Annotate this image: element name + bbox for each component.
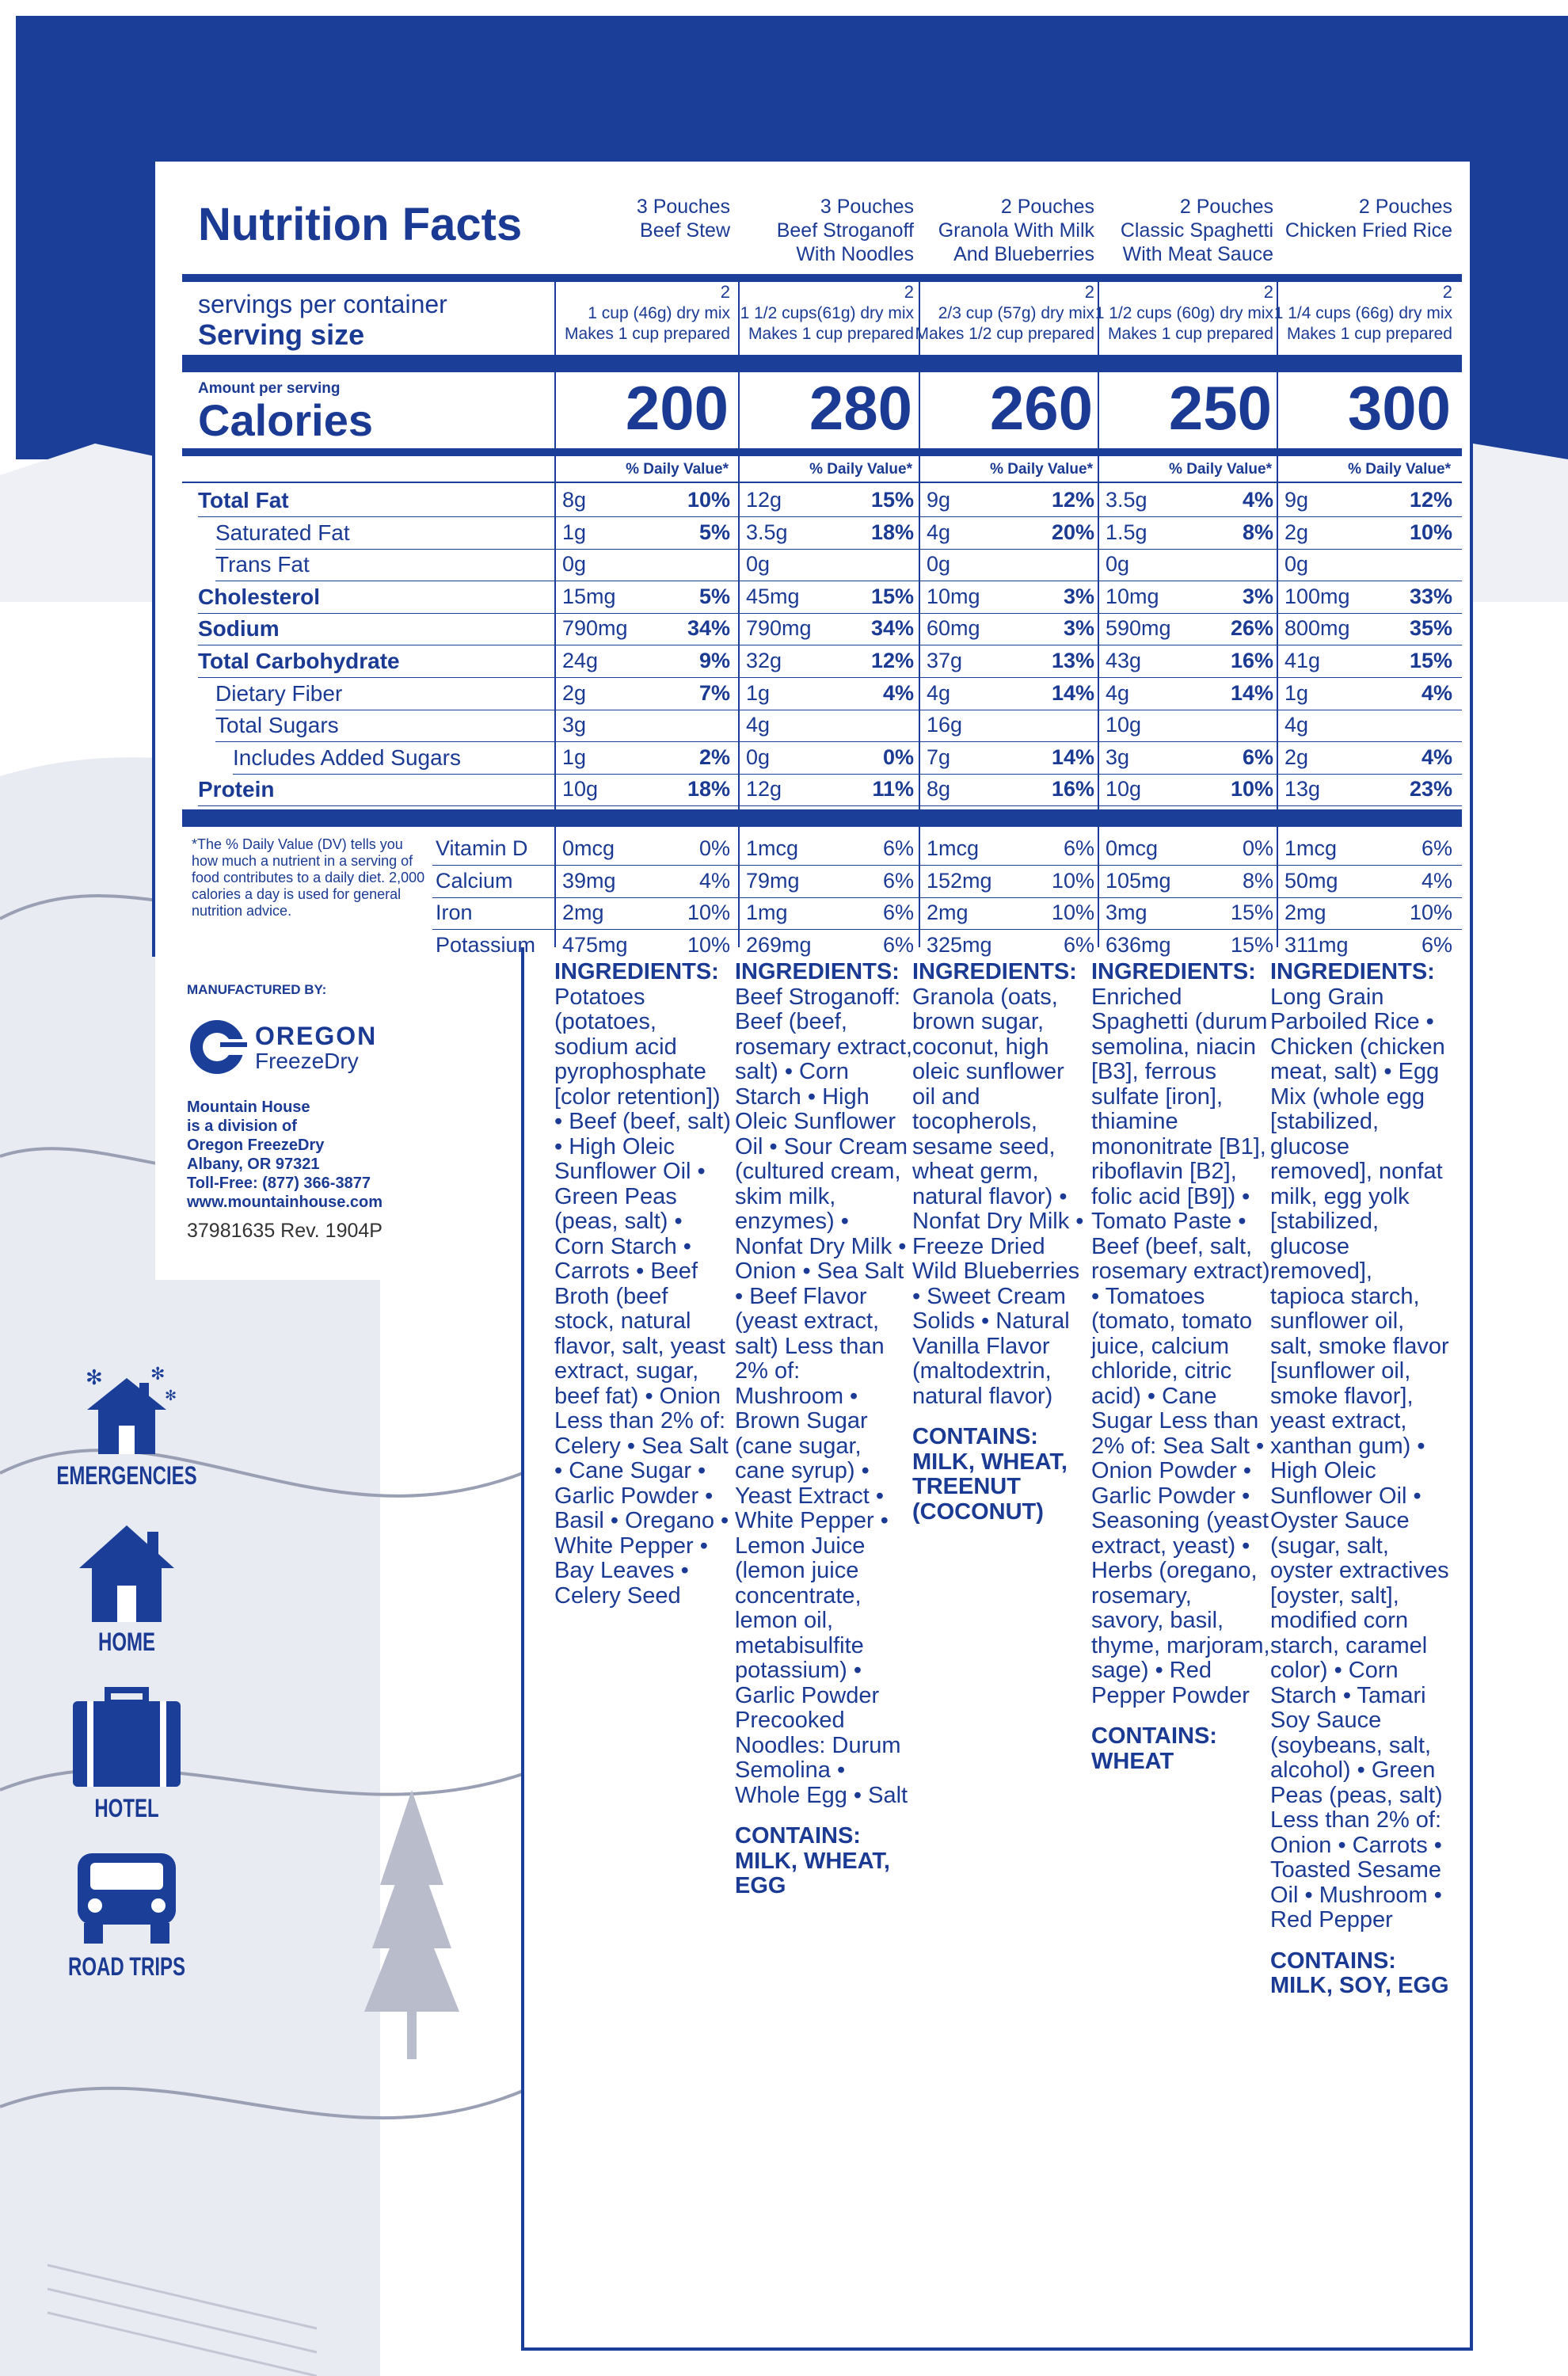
nutrient-amount: 13g	[1284, 777, 1321, 802]
emergencies-label: EMERGENCIES	[56, 1461, 197, 1490]
nutrient-percent: 11%	[872, 777, 914, 802]
spacer	[912, 1409, 1091, 1425]
product-pouches: 3 Pouches	[636, 196, 730, 218]
vitamin-percent: 10%	[687, 901, 730, 924]
vitamin-line	[432, 929, 1462, 930]
nutrient-amount: 0g	[927, 552, 951, 577]
nutrient-percent: 7%	[698, 680, 730, 705]
road-trips-badge	[32, 1845, 222, 1982]
calories-value: 260	[989, 373, 1093, 443]
manufacturer-line: Mountain House	[187, 1099, 310, 1116]
title-bar	[182, 274, 1462, 282]
product-pouches: 3 Pouches	[820, 196, 914, 218]
spacer	[1091, 1708, 1270, 1724]
serving-size-prepared: Makes 1 cup prepared	[1287, 325, 1452, 343]
vitamin-percent: 10%	[1051, 868, 1094, 893]
spacer	[735, 1808, 914, 1824]
ingredients-column	[1091, 960, 1270, 1774]
vitamin-amount: 311mg	[1284, 932, 1349, 957]
nutrition-facts-table	[182, 179, 1462, 957]
nutrient-amount: 790mg	[746, 616, 812, 641]
hotel-badge	[32, 1687, 222, 1823]
nutrient-amount: 43g	[1106, 649, 1142, 672]
vitamin-percent: 0%	[698, 836, 730, 860]
spacer	[1270, 1933, 1449, 1949]
nutrient-amount: 10mg	[1106, 584, 1159, 608]
ingredients-text: Granola (oats, brown sugar, coconut, high oleic sunflower oil and tocopherols, sesame seed, wheat germ, natural flavor) • Nonfat Dry Milk • Freeze Dried Wild Blueberries • Sweet Cream Solids • Natural Vanilla Flavor (maltodextrin, natural flavor)	[912, 984, 1084, 1409]
nutrient-percent: 12%	[1051, 488, 1094, 512]
row-line	[233, 774, 1462, 775]
daily-value-header: % Daily Value*	[626, 461, 729, 478]
servings-count: 2	[904, 282, 914, 302]
nutrient-amount: 800mg	[1284, 616, 1350, 641]
nutrient-percent: 23%	[1409, 777, 1452, 802]
calories-value: 280	[809, 373, 912, 443]
vitamin-percent: 6%	[882, 868, 914, 893]
ingredients-text: Long Grain Parboiled Rice • Chicken (chicken meat, salt) • Egg Mix (whole egg [stabilized, glucose removed], nonfat milk, egg yolk [stabilized, glucose removed], tapioca starch, sunflower oil, salt, smoke flavor [sunflower oil, smoke flavor], yeast extract, xanthan gum) • High Oleic Sunflower Oil • Oyster Sauce (sugar, salt, oyster extractives [oyster, salt], modified corn starch, caramel color) • Corn Starch • Tamari Soy Sauce (soybeans, salt, alcohol) • Green Peas (peas, salt) Less than 2% of: Onion • Carrots • Toasted Sesame Oil • Mushroom • Red Pepper	[1270, 984, 1449, 1932]
serving-size-dry: 1 cup (46g) dry mix	[588, 304, 730, 322]
nutrient-percent: 4%	[1421, 744, 1452, 769]
nutrient-amount: 0g	[746, 552, 771, 577]
nutrient-percent: 34%	[687, 616, 730, 641]
vitamin-amount: 105mg	[1106, 868, 1171, 893]
nutrient-amount: 41g	[1284, 649, 1321, 672]
nutrient-percent: 10%	[687, 488, 730, 512]
product-name: Beef Stew	[640, 219, 730, 242]
product-header	[920, 195, 1094, 266]
nutrient-percent: 0%	[882, 744, 914, 769]
nutrient-percent: 3%	[1242, 584, 1273, 608]
nutrient-percent: 20%	[1051, 520, 1094, 544]
row-line	[198, 516, 1462, 517]
nutrient-amount: 2g	[1284, 744, 1309, 769]
nutrient-amount: 24g	[562, 649, 599, 672]
vitamin-amount: 152mg	[927, 868, 992, 893]
vitamin-amount: 325mg	[927, 932, 992, 957]
contains-label: CONTAINS:	[1091, 1723, 1217, 1749]
calories-bar	[182, 448, 1462, 456]
spacer	[554, 1609, 733, 1624]
nutrient-percent: 16%	[1051, 777, 1094, 802]
ingredients-text: Enriched Spaghetti (durum semolina, niacin [B3], ferrous sulfate [iron], thiamine mononitrate [B1], riboflavin [B2], folic acid [B9]) • Tomato Paste • Beef (beef, salt, rosemary extract) • Tomatoes (tomato, tomato juice, calcium chloride, citric acid) • Cane Sugar Less than 2% of: Sea Salt • Onion Powder • Garlic Powder • Seasoning (yeast extract, yeast) • Herbs (oregano, rosemary, savory, basil, thyme, marjoram, sage) • Red Pepper Powder	[1091, 984, 1270, 1708]
nutrient-percent: 12%	[1409, 488, 1452, 512]
hotel-label: HOTEL	[94, 1794, 159, 1822]
allergen-contains: WHEAT	[1091, 1748, 1174, 1774]
nutrient-label: Cholesterol	[198, 584, 321, 609]
product-pouches: 2 Pouches	[1179, 196, 1273, 218]
servings-count: 2	[1084, 282, 1094, 302]
nutrient-percent: 15%	[870, 488, 914, 512]
calories-value: 300	[1347, 373, 1451, 443]
logo-text-freezedry: FreezeDry	[255, 1049, 359, 1073]
nutrient-amount: 15mg	[562, 584, 616, 608]
nutrient-percent: 2%	[698, 744, 730, 769]
manufacturer-line: Albany, OR 97321	[187, 1156, 320, 1173]
product-header	[556, 195, 730, 242]
logo-icon	[187, 1017, 247, 1077]
vitamin-percent: 10%	[1051, 901, 1094, 924]
nutrient-amount: 4g	[1284, 713, 1309, 737]
emergencies-badge	[32, 1362, 222, 1491]
servings-count: 2	[1263, 282, 1273, 302]
vitamin-amount: 39mg	[562, 868, 616, 893]
manufacturer-info	[187, 982, 504, 1242]
vitamin-label: Iron	[436, 901, 473, 924]
vitamin-label: Vitamin D	[436, 836, 528, 860]
suitcase-icon	[63, 1687, 190, 1790]
vitamin-percent: 6%	[882, 836, 914, 860]
serving-size-dry: 1 1/2 cups (60g) dry mix	[1094, 304, 1273, 322]
nutrient-percent: 18%	[687, 777, 730, 802]
nutrient-amount: 4g	[1106, 680, 1130, 705]
nutrient-percent: 26%	[1230, 616, 1273, 641]
serving-size-dry: 1 1/4 cups (66g) dry mix	[1273, 304, 1452, 322]
nutrient-amount: 0g	[562, 552, 587, 577]
vitamin-line	[432, 865, 1462, 866]
serving-size-prepared: Makes 1 cup prepared	[748, 325, 914, 343]
ingredients-column	[912, 960, 1091, 1525]
nutrient-amount: 1g	[746, 680, 771, 705]
vitamin-label: Calcium	[436, 868, 513, 893]
nutrient-percent: 33%	[1409, 584, 1452, 608]
product-name: Granola With Milk And Blueberries	[938, 219, 1094, 265]
dv-line	[182, 482, 1462, 483]
ingredients-column	[554, 960, 733, 1624]
product-code: 37981635 Rev. 1904P	[187, 1220, 382, 1242]
manufacturer-line: is a division of	[187, 1118, 297, 1135]
vitamin-percent: 15%	[1230, 932, 1273, 957]
nutrient-amount: 7g	[927, 744, 951, 769]
daily-value-header: % Daily Value*	[990, 461, 1093, 478]
contains-label: CONTAINS:	[912, 1424, 1038, 1449]
nutrient-amount: 4g	[927, 680, 951, 705]
calories-value: 250	[1168, 373, 1272, 443]
nutrient-amount: 10mg	[927, 584, 980, 608]
calories-label: Calories	[198, 395, 373, 445]
serving-size-prepared: Makes 1 cup prepared	[565, 325, 730, 343]
vitamin-percent: 4%	[698, 868, 730, 893]
nutrient-label: Total Sugars	[215, 713, 339, 738]
nutrient-percent: 4%	[882, 680, 914, 705]
ingredients-text: Potatoes (potatoes, sodium acid pyrophosphate [color retention]) • Beef (beef, salt) • High Oleic Sunflower Oil • Green Peas (peas, salt) • Corn Starch • Carrots • Beef Broth (beef stock, natural flavor, salt, yeast extract, sugar, beef fat) • Onion Less than 2% of: Celery • Sea Salt • Cane Sugar • Garlic Powder • Basil • Oregano • White Pepper • Bay Leaves • Celery Seed	[554, 984, 731, 1609]
vitamin-amount: 269mg	[746, 932, 812, 957]
nutrient-amount: 9g	[927, 488, 951, 512]
car-icon	[63, 1845, 190, 1948]
vitamin-percent: 8%	[1242, 868, 1273, 893]
manufacturer-line: Oregon FreezeDry	[187, 1137, 325, 1154]
vitamin-percent: 6%	[1063, 836, 1094, 860]
nutrient-amount: 3g	[1106, 744, 1130, 769]
product-pouches: 2 Pouches	[1000, 196, 1094, 218]
nutrient-percent: 15%	[870, 584, 914, 608]
nutrient-percent: 13%	[1051, 649, 1094, 672]
protein-bar	[182, 809, 1462, 827]
vitamin-amount: 475mg	[562, 932, 628, 957]
product-header	[740, 195, 914, 266]
ingredients-heading: INGREDIENTS:	[554, 959, 719, 984]
nutrient-amount: 4g	[746, 713, 771, 737]
nutrient-amount: 10g	[562, 777, 599, 802]
vitamin-percent: 10%	[1409, 901, 1452, 924]
nutrient-amount: 10g	[1106, 777, 1142, 802]
nutrient-percent: 6%	[1242, 744, 1273, 769]
vitamin-percent: 6%	[1421, 932, 1452, 957]
road-trips-label: ROAD TRIPS	[67, 1952, 186, 1981]
nutrient-amount: 100mg	[1284, 584, 1350, 608]
nutrient-label: Protein	[198, 777, 275, 802]
nutrient-percent: 9%	[698, 649, 730, 672]
nutrient-percent: 8%	[1242, 520, 1273, 544]
nutrient-amount: 790mg	[562, 616, 628, 641]
nutrient-amount: 8g	[927, 777, 951, 802]
svg-text:✻: ✻	[150, 1365, 166, 1384]
nutrient-percent: 34%	[870, 616, 914, 641]
row-line	[215, 549, 1462, 550]
vitamin-amount: 79mg	[746, 868, 800, 893]
nutrient-amount: 9g	[1284, 488, 1309, 512]
servings-per-container-label: servings per container	[198, 290, 447, 318]
nutrient-label: Total Carbohydrate	[198, 649, 400, 673]
nutrient-amount: 37g	[927, 649, 963, 672]
product-pouches: 2 Pouches	[1358, 196, 1452, 218]
manufacturer-line: Toll-Free: (877) 366-3877	[187, 1175, 371, 1192]
ingredients-text: Beef Stroganoff: Beef (beef, rosemary extract, salt) • Corn Starch • High Oleic Sunflower Oil • Sour Cream (cultured cream, skim milk, enzymes) • Nonfat Dry Milk • Onion • Sea Salt • Beef Flavor (yeast extract, salt) Less than 2% of: Mushroom • Brown Sugar (cane sugar, cane syrup) • Yeast Extract • White Pepper • Lemon Juice (lemon juice concentrate, lemon oil, metabisulfite potassium) • Garlic Powder Precooked Noodles: Durum Semolina • Whole Egg • Salt	[735, 984, 912, 1808]
nutrient-percent: 10%	[1409, 520, 1452, 544]
nutrient-amount: 2g	[1284, 520, 1309, 544]
svg-text:✻: ✻	[86, 1366, 103, 1390]
vitamin-amount: 2mg	[927, 901, 969, 924]
row-line	[198, 805, 1462, 806]
ingredients-heading: INGREDIENTS:	[1270, 959, 1435, 984]
nutrient-percent: 3%	[1063, 616, 1094, 641]
home-badge	[32, 1521, 222, 1657]
vitamin-percent: 0%	[1242, 836, 1273, 860]
vitamin-amount: 1mcg	[746, 836, 799, 860]
vitamin-amount: 1mcg	[927, 836, 980, 860]
serving-bar	[182, 355, 1462, 372]
nutrient-amount: 0g	[1284, 552, 1309, 577]
nutrient-percent: 14%	[1051, 680, 1094, 705]
manufactured-by-heading: MANUFACTURED BY:	[187, 982, 327, 997]
vitamin-amount: 0mcg	[562, 836, 615, 860]
serving-size-label: Serving size	[198, 318, 365, 351]
vitamin-percent: 6%	[882, 932, 914, 957]
nutrient-label: Total Fat	[198, 488, 289, 512]
serving-size-prepared: Makes 1 cup prepared	[1108, 325, 1273, 343]
vitamin-amount: 50mg	[1284, 868, 1338, 893]
nutrition-facts-title: Nutrition Facts	[198, 199, 523, 250]
servings-count: 2	[1442, 282, 1452, 302]
nutrient-amount: 1g	[562, 744, 587, 769]
vitamin-label: Potassium	[436, 932, 536, 957]
daily-value-footnote: *The % Daily Value (DV) tells you how much a nutrient in a serving of food contributes to a daily diet. 2,000 calories a day is used for general nutrition advice.	[192, 836, 425, 919]
nutrient-amount: 4g	[927, 520, 951, 544]
nutrient-percent: 4%	[1421, 680, 1452, 705]
nutrient-amount: 10g	[1106, 713, 1142, 737]
nutrient-amount: 32g	[746, 649, 782, 672]
daily-value-header: % Daily Value*	[809, 461, 912, 478]
nutrient-percent: 16%	[1230, 649, 1273, 672]
nutrient-amount: 3g	[562, 713, 587, 737]
nutrient-percent: 5%	[698, 520, 730, 544]
allergen-contains: MILK, WHEAT, TREENUT (COCONUT)	[912, 1449, 1068, 1525]
product-header	[1278, 195, 1452, 242]
nutrient-label: Dietary Fiber	[215, 680, 343, 706]
house-snow-icon	[71, 1362, 182, 1457]
product-name: Beef Stroganoff With Noodles	[776, 219, 914, 265]
daily-value-header: % Daily Value*	[1169, 461, 1272, 478]
product-header	[1099, 195, 1273, 266]
nutrient-percent: 14%	[1051, 744, 1094, 769]
nutrient-percent: 15%	[1409, 649, 1452, 672]
product-name: Classic Spaghetti With Meat Sauce	[1120, 219, 1273, 265]
nutrient-percent: 12%	[870, 649, 914, 672]
ingredients-heading: INGREDIENTS:	[735, 959, 900, 984]
nutrient-percent: 5%	[698, 584, 730, 608]
vitamin-amount: 1mg	[746, 901, 788, 924]
nutrient-amount: 2g	[562, 680, 587, 705]
vitamin-percent: 6%	[1421, 836, 1452, 860]
svg-text:✻: ✻	[165, 1388, 177, 1404]
house-icon	[71, 1521, 182, 1624]
nutrient-percent: 3%	[1063, 584, 1094, 608]
contains-label: CONTAINS:	[1270, 1948, 1396, 1974]
servings-count: 2	[720, 282, 730, 302]
daily-value-header: % Daily Value*	[1348, 461, 1451, 478]
vitamin-amount: 3mg	[1106, 901, 1147, 924]
manufacturer-website: www.mountainhouse.com	[187, 1194, 383, 1211]
vitamin-amount: 0mcg	[1106, 836, 1159, 860]
nutrient-amount: 1.5g	[1106, 520, 1147, 544]
nutrient-amount: 12g	[746, 488, 782, 512]
nutrient-amount: 1g	[562, 520, 587, 544]
nutrient-percent: 4%	[1242, 488, 1273, 512]
nutrient-amount: 8g	[562, 488, 587, 512]
allergen-contains: MILK, WHEAT, EGG	[735, 1848, 890, 1898]
nutrient-amount: 3.5g	[1106, 488, 1147, 512]
ingredients-heading: INGREDIENTS:	[1091, 959, 1256, 984]
nutrient-label: Saturated Fat	[215, 520, 350, 545]
vitamin-percent: 6%	[882, 901, 914, 924]
vitamin-line	[432, 897, 1462, 898]
nutrient-label: Sodium	[198, 616, 280, 642]
nutrient-amount: 60mg	[927, 616, 980, 641]
nutrient-percent: 10%	[1230, 777, 1273, 802]
allergen-contains: MILK, SOY, EGG	[1270, 1973, 1449, 1998]
ingredients-column	[1270, 960, 1449, 1999]
nutrient-amount: 590mg	[1106, 616, 1171, 641]
logo-text-oregon: OREGON	[255, 1022, 378, 1050]
oregon-freezedry-logo	[187, 1017, 424, 1088]
serving-size-dry: 1 1/2 cups(61g) dry mix	[740, 304, 914, 322]
nutrient-amount: 1g	[1284, 680, 1309, 705]
contains-label: CONTAINS:	[735, 1823, 861, 1849]
nutrient-percent: 18%	[870, 520, 914, 544]
row-line	[198, 677, 1462, 678]
ingredients-column	[735, 960, 914, 1899]
vitamin-percent: 4%	[1421, 868, 1452, 893]
nutrient-amount: 3.5g	[746, 520, 788, 544]
vitamin-amount: 2mg	[562, 901, 604, 924]
serving-size-dry: 2/3 cup (57g) dry mix	[938, 304, 1094, 322]
vitamin-amount: 636mg	[1106, 932, 1171, 957]
vitamin-percent: 15%	[1230, 901, 1273, 924]
row-line	[215, 741, 1462, 742]
calories-value: 200	[625, 373, 729, 443]
nutrient-percent: 14%	[1230, 680, 1273, 705]
home-label: HOME	[98, 1628, 155, 1656]
nutrient-amount: 12g	[746, 777, 782, 802]
vitamin-amount: 1mcg	[1284, 836, 1338, 860]
vitamin-amount: 2mg	[1284, 901, 1326, 924]
nutrient-amount: 16g	[927, 713, 963, 737]
nutrient-amount: 45mg	[746, 584, 800, 608]
vitamin-percent: 6%	[1063, 932, 1094, 957]
nutrient-amount: 0g	[746, 744, 771, 769]
product-name: Chicken Fried Rice	[1284, 219, 1452, 242]
ingredients-heading: INGREDIENTS:	[912, 959, 1077, 984]
nutrient-label: Trans Fat	[215, 552, 310, 577]
nutrient-percent: 35%	[1409, 616, 1452, 641]
amount-per-serving-label: Amount per serving	[198, 380, 341, 397]
row-line	[198, 613, 1462, 614]
nutrient-label: Includes Added Sugars	[233, 744, 461, 770]
serving-size-prepared: Makes 1/2 cup prepared	[915, 325, 1094, 343]
manufacturer-address	[187, 1098, 382, 1212]
vitamin-percent: 10%	[687, 932, 730, 957]
nutrient-amount: 0g	[1106, 552, 1130, 577]
